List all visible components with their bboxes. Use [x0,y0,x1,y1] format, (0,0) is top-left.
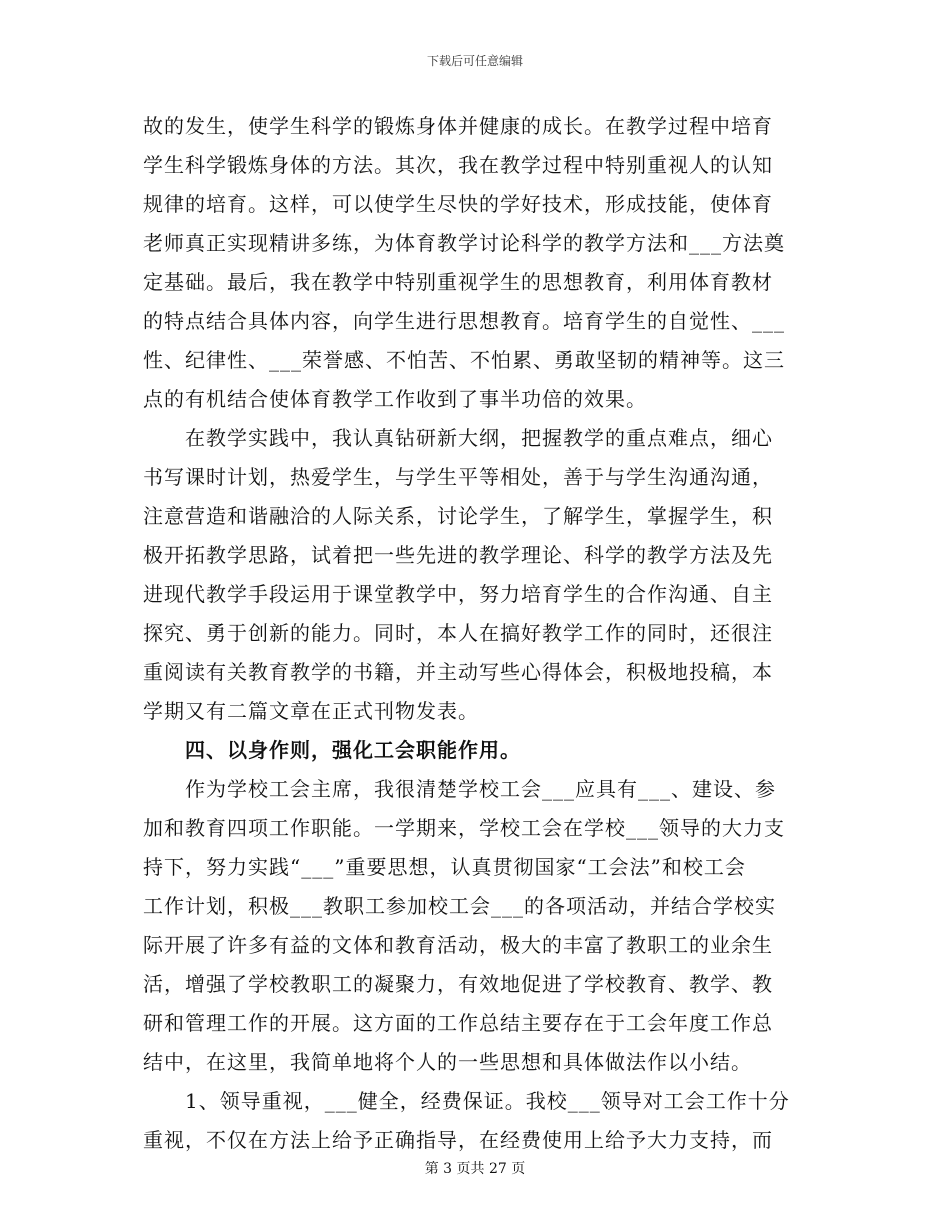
text-line: 结中，在这里，我简单地将个人的一些思想和具体做法作以小结。 [143,1050,752,1074]
text-line: 极开拓教学思路，试着把一些先进的教学理论、科学的教学方法及先 [143,543,773,567]
text-line: 规律的培育。这样，可以使学生尽快的学好技术，形成技能，使体育 [143,192,773,216]
text-line: 工作计划，积极___教职工参加校工会___的各项活动，并结合学校实 [143,894,776,918]
text-line: 活，增强了学校教职工的凝聚力，有效地促进了学校教育、教学、教 [143,972,773,996]
text-line: 性、纪律性、___荣誉感、不怕苦、不怕累、勇敢坚韧的精神等。这三 [143,348,785,372]
text-line: 学生科学锻炼身体的方法。其次，我在教学过程中特别重视人的认知 [143,153,773,177]
text-line: 的特点结合具体内容，向学生进行思想教育。培育学生的自觉性、___ [143,309,785,333]
paragraph-start-line: 1、领导重视，___健全，经费保证。我校___领导对工会工作十分 [185,1089,790,1113]
text-line: 研和管理工作的开展。这方面的工作总结主要存在于工会年度工作总 [143,1011,773,1035]
text-line: 点的有机结合使体育教学工作收到了事半功倍的效果。 [143,387,647,411]
section-heading: 四、以身作则，强化工会职能作用。 [185,738,521,762]
text-line: 际开展了许多有益的文体和教育活动，极大的丰富了教职工的业余生 [143,933,773,957]
page-header: 下载后可任意编辑 [426,54,523,68]
text-line: 定基础。最后，我在教学中特别重视学生的思想教育，利用体育教材 [143,270,773,294]
text-line: 故的发生，使学生科学的锻炼身体并健康的成长。在教学过程中培育 [143,114,773,138]
text-line: 持下，努力实践“___”重要思想，认真贯彻国家“工会法”和校工会 [143,855,746,879]
text-line: 学期又有二篇文章在正式刊物发表。 [143,699,479,723]
page-number: 第 3 页共 27 页 [424,1161,526,1177]
text-line: 进现代教学手段运用于课堂教学中，努力培育学生的合作沟通、自主 [143,582,773,606]
text-line: 加和教育四项工作职能。一学期来，学校工会在学校___领导的大力支 [143,816,785,840]
text-line: 注意营造和谐融洽的人际关系，讨论学生，了解学生，掌握学生，积 [143,504,773,528]
paragraph-start-line: 在教学实践中，我认真钻研新大纲，把握教学的重点难点，细心 [185,426,773,450]
text-line: 探究、勇于创新的能力。同时，本人在搞好教学工作的同时，还很注 [143,621,773,645]
text-line: 重视，不仅在方法上给予正确指导，在经费使用上给予大力支持，而 [143,1128,773,1152]
text-line: 书写课时计划，热爱学生，与学生平等相处，善于与学生沟通沟通， [143,465,773,489]
text-line: 老师真正实现精讲多练，为体育教学讨论科学的教学方法和___方法奠 [143,231,785,255]
paragraph-start-line: 作为学校工会主席，我很清楚学校工会___应具有___、建设、参 [185,777,776,801]
document-body [143,107,807,1160]
text-line: 重阅读有关教育教学的书籍，并主动写些心得体会，积极地投稿，本 [143,660,773,684]
